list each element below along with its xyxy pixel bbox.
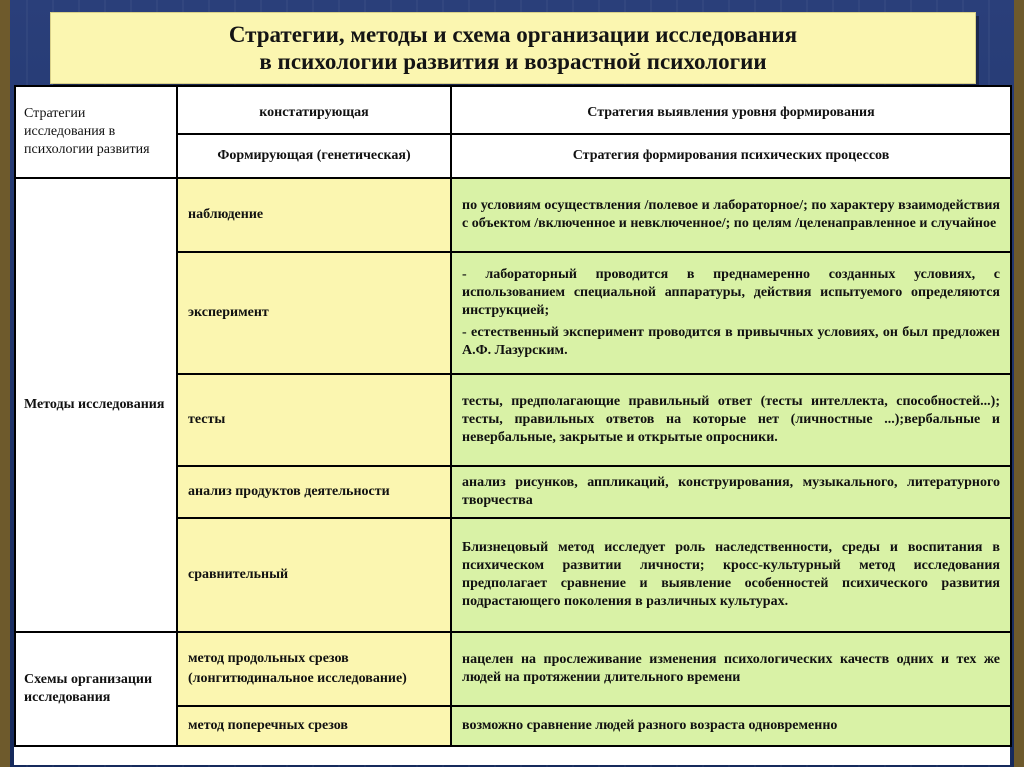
strategies-label-cell: Стратегии исследования в психологии развития [15,86,177,178]
research-table [14,85,1012,747]
method-description [451,374,1011,466]
method-name: анализ продуктов деятельности [177,466,451,518]
scheme-description-text: нацелен на прослеживание изменения психологических качеств одних и тех же людей на протяжении длительного времени [462,652,1000,685]
scheme-name: метод поперечных срезов [177,706,451,746]
page-title-line-2: в психологии развития и возрастной психологии [259,49,767,74]
method-name: тесты [177,374,451,466]
method-name: сравнительный [177,518,451,632]
method-description-text: по условиям осуществления /полевое и лабораторное/; по характеру взаимодействия с объектом /включенное и невключенное/; по целям /целенаправленное и случайное [462,198,1000,231]
method-description-text: анализ рисунков, аппликаций, конструирования, музыкального, литературного творчества [462,475,1000,508]
schemes-section-label: Схемы организации исследования [15,632,177,746]
scheme-name: метод продольных срезов (лонгитюдинальное исследование) [177,632,451,706]
scheme-description [451,706,1011,746]
method-description [451,178,1011,252]
title-box [50,12,976,84]
header-row-ascertaining [15,86,1011,134]
table-row [15,178,1011,252]
ascertaining-desc-cell: Стратегия выявления уровня формирования [451,86,1011,134]
method-description [451,518,1011,632]
ascertaining-strategy-cell: констатирующая [177,86,451,134]
method-description-text: Близнецовый метод исследует роль наследственности, среды и воспитания в психическом развитии личности; кросс-культурный метод исследования предполагает сравнение и выявление особенностей психического развития подрастающего поколения в различных культурах. [462,540,1000,609]
table-row [15,632,1011,706]
method-name: наблюдение [177,178,451,252]
method-name: эксперимент [177,252,451,374]
forming-desc-cell: Стратегия формирования психических процессов [451,134,1011,178]
method-description-text: - лабораторный проводится в преднамеренно созданных условиях, с использованием специальной аппаратуры, действия испытуемого определяются инструкцией; [462,267,1000,318]
method-description-text: - естественный эксперимент проводится в привычных условиях, он был предложен А.Ф. Лазурским. [462,325,1000,358]
methods-section-label: Методы исследования [15,178,177,632]
method-description-text: тесты, предполагающие правильный ответ (тесты интеллекта, способностей...); тесты, правильных ответов на которые нет (личностные ...);вербальные и невербальные, закрытые и открытые опросники. [462,394,1000,445]
scheme-description [451,632,1011,706]
forming-strategy-cell: Формирующая (генетическая) [177,134,451,178]
method-description [451,466,1011,518]
page-title-line-1: Стратегии, методы и схема организации исследования [228,22,798,47]
method-description [451,252,1011,374]
scheme-description-text: возможно сравнение людей разного возраста одновременно [462,718,838,733]
